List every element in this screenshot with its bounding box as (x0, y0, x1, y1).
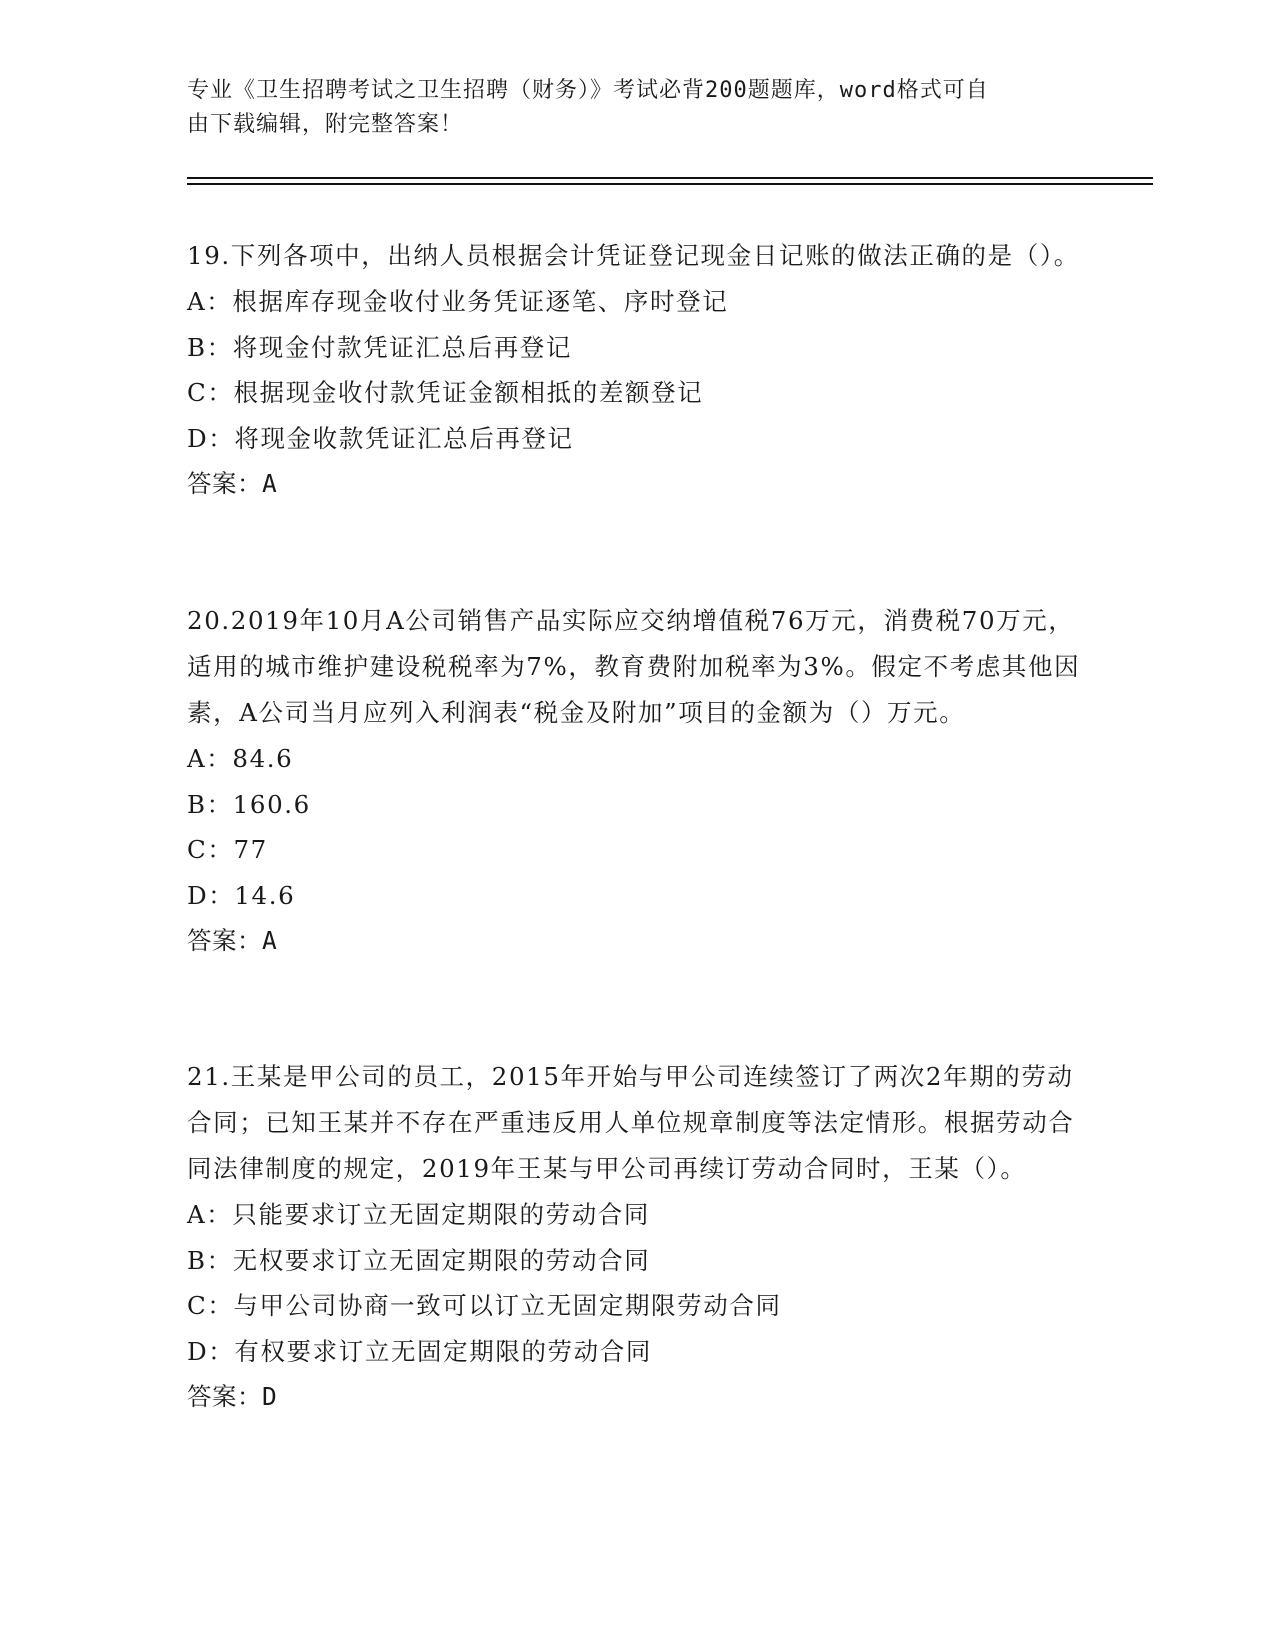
header-divider-bottom (187, 183, 1153, 185)
question-19 (187, 233, 1087, 507)
answer: 答案：D (187, 1382, 278, 1411)
question-21 (187, 1054, 1087, 1420)
option-c: C：77 (187, 835, 268, 864)
option-b: B：160.6 (187, 789, 311, 819)
header-line-2: 由下载编辑，附完整答案！ (187, 112, 464, 137)
option-a: A：84.6 (187, 744, 294, 773)
question-stem: 20.2019年10月A公司销售产品实际应交纳增值税76万元，消费税70万元，适用的城市维护建设税税率为7%，教育费附加税率为3%。假定不考虑其他因素，A公司当月应列入利润表“税金及附加”项目的金额为（）万元。 (187, 606, 1081, 727)
option-d: D：14.6 (187, 880, 296, 910)
header-divider-top (187, 177, 1153, 179)
document-header (187, 74, 1087, 142)
option-d: D：有权要求订立无固定期限的劳动合同 (187, 1336, 652, 1366)
answer: 答案：A (187, 469, 278, 498)
option-d: D：将现金收款凭证汇总后再登记 (187, 423, 574, 453)
option-b: B：将现金付款凭证汇总后再登记 (187, 332, 573, 362)
option-a: A：只能要求订立无固定期限的劳动合同 (187, 1200, 650, 1229)
header-line-1: 专业《卫生招聘考试之卫生招聘（财务）》考试必背200题题库，word格式可自 (187, 78, 989, 103)
question-stem: 19.下列各项中，出纳人员根据会计凭证登记现金日记账的做法正确的是（）。 (187, 241, 1080, 270)
question-stem: 21.王某是甲公司的员工，2015年开始与甲公司连续签订了两次2年期的劳动合同；已知王某并不存在严重违反用人单位规章制度等法定情形。根据劳动合同法律制度的规定，2019年王某与甲公司再续订劳动合同时，王某（）。 (187, 1062, 1075, 1183)
option-b: B：无权要求订立无固定期限的劳动合同 (187, 1245, 651, 1275)
answer: 答案：A (187, 926, 278, 955)
question-20 (187, 598, 1087, 964)
option-c: C：根据现金收付款凭证金额相抵的差额登记 (187, 378, 704, 407)
option-a: A：根据库存现金收付业务凭证逐笔、序时登记 (187, 287, 729, 316)
option-c: C：与甲公司协商一致可以订立无固定期限劳动合同 (187, 1291, 782, 1320)
